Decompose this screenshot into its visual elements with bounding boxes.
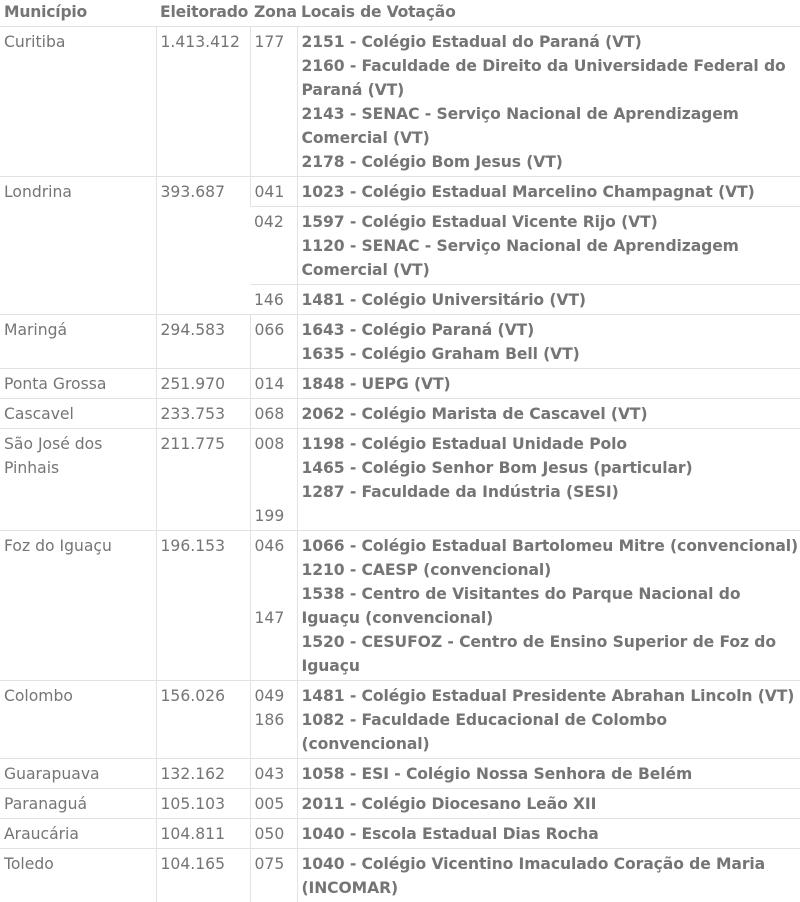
local-votacao: 2151 - Colégio Estadual do Paraná (VT) [302,30,800,54]
zona-value: 066 [255,318,297,342]
local-votacao: 1520 - CESUFOZ - Centro de Ensino Superior de Foz do Iguaçu [302,630,800,678]
local-votacao: 2160 - Faculdade de Direito da Universidade Federal do Paraná (VT) [302,54,800,102]
cell-eleitorado: 233.753 [156,399,250,429]
cell-municipio: São José dos Pinhais [0,429,156,531]
cell-eleitorado: 132.162 [156,759,250,789]
table-body [0,27,800,902]
cell-zona [250,819,297,849]
table-row [0,789,800,819]
cell-eleitorado: 251.970 [156,369,250,399]
cell-municipio: Maringá [0,315,156,369]
zona-value: 050 [255,822,297,846]
cell-municipio: Londrina [0,177,156,315]
cell-zona [250,789,297,819]
local-votacao: 2011 - Colégio Diocesano Leão XII [302,792,800,816]
cell-zona [250,207,297,285]
table-row [0,849,800,902]
table-row [0,429,800,531]
header-zona: Zona [250,0,297,27]
cell-zona [250,177,297,207]
zona-value [255,582,297,606]
zona-value: 147 [255,606,297,630]
cell-eleitorado: 104.811 [156,819,250,849]
local-votacao: 1210 - CAESP (convencional) [302,558,800,582]
cell-zona [250,315,297,369]
local-votacao: 1066 - Colégio Estadual Bartolomeu Mitre (convencional) [302,534,800,558]
zona-value: 049 [255,684,297,708]
cell-locais [297,429,800,531]
cell-zona [250,369,297,399]
cell-municipio: Toledo [0,849,156,902]
local-votacao: 2062 - Colégio Marista de Cascavel (VT) [302,402,800,426]
cell-zona [250,759,297,789]
local-votacao: 1287 - Faculdade da Indústria (SESI) [302,480,800,504]
local-votacao: 1082 - Faculdade Educacional de Colombo (convencional) [302,708,800,756]
local-votacao: 1198 - Colégio Estadual Unidade Polo [302,432,800,456]
local-votacao: 1481 - Colégio Estadual Presidente Abrahan Lincoln (VT) [302,684,800,708]
zona-value [255,456,297,480]
cell-eleitorado: 294.583 [156,315,250,369]
header-eleitorado: Eleitorado [156,0,250,27]
local-votacao: 1538 - Centro de Visitantes do Parque Nacional do Iguaçu (convencional) [302,582,800,630]
cell-locais [297,759,800,789]
zona-value: 046 [255,534,297,558]
zona-value: 075 [255,852,297,876]
table-row [0,531,800,681]
local-votacao: 1848 - UEPG (VT) [302,372,800,396]
local-votacao: 1481 - Colégio Universitário (VT) [302,288,800,312]
table-row [0,819,800,849]
cell-eleitorado: 393.687 [156,177,250,315]
local-votacao: 1635 - Colégio Graham Bell (VT) [302,342,800,366]
table-row [0,177,800,207]
local-votacao: 1120 - SENAC - Serviço Nacional de Aprendizagem Comercial (VT) [302,234,800,282]
local-votacao: 1643 - Colégio Paraná (VT) [302,318,800,342]
cell-eleitorado: 196.153 [156,531,250,681]
zona-value: 146 [254,288,297,312]
cell-locais [297,531,800,681]
cell-zona [250,681,297,759]
cell-zona [250,531,297,681]
cell-locais [297,849,800,902]
header-municipio: Município [0,0,156,27]
cell-zona [250,285,297,315]
cell-locais [297,369,800,399]
zona-value: 042 [254,210,297,234]
zona-value: 177 [255,30,297,54]
cell-locais [297,27,800,177]
cell-municipio: Foz do Iguaçu [0,531,156,681]
cell-zona [250,27,297,177]
cell-municipio: Paranaguá [0,789,156,819]
cell-zona [250,849,297,902]
table-row [0,369,800,399]
table-header-row [0,0,800,27]
cell-municipio: Guarapuava [0,759,156,789]
local-votacao: 2178 - Colégio Bom Jesus (VT) [302,150,800,174]
zona-value: 014 [255,372,297,396]
zona-value: 008 [255,432,297,456]
cell-municipio: Cascavel [0,399,156,429]
local-votacao: 1040 - Escola Estadual Dias Rocha [302,822,800,846]
local-votacao: 1465 - Colégio Senhor Bom Jesus (particular) [302,456,800,480]
zona-value: 186 [255,708,297,732]
cell-municipio: Ponta Grossa [0,369,156,399]
cell-locais [297,399,800,429]
table-row [0,759,800,789]
table-row [0,315,800,369]
cell-locais [297,285,800,315]
table-row [0,399,800,429]
local-votacao: 2143 - SENAC - Serviço Nacional de Aprendizagem Comercial (VT) [302,102,800,150]
zona-value: 005 [255,792,297,816]
cell-eleitorado: 104.165 [156,849,250,902]
zona-value: 068 [255,402,297,426]
table-row [0,681,800,759]
cell-locais [297,819,800,849]
cell-locais [297,207,800,285]
zona-value [255,480,297,504]
cell-eleitorado: 105.103 [156,789,250,819]
local-votacao: 1597 - Colégio Estadual Vicente Rijo (VT) [302,210,800,234]
local-votacao: 1058 - ESI - Colégio Nossa Senhora de Belém [302,762,800,786]
cell-locais [297,681,800,759]
zona-value: 043 [255,762,297,786]
cell-municipio: Colombo [0,681,156,759]
zona-value [255,558,297,582]
cell-municipio: Araucária [0,819,156,849]
cell-eleitorado: 211.775 [156,429,250,531]
local-votacao: 1023 - Colégio Estadual Marcelino Champagnat (VT) [302,180,800,204]
cell-locais [297,177,800,207]
table-row [0,27,800,177]
cell-zona [250,429,297,531]
zona-value: 199 [255,504,297,528]
cell-locais [297,789,800,819]
header-locais: Locais de Votação [297,0,800,27]
cell-zona [250,399,297,429]
cell-municipio: Curitiba [0,27,156,177]
cell-eleitorado: 1.413.412 [156,27,250,177]
zona-value: 041 [255,180,297,204]
local-votacao: 1040 - Colégio Vicentino Imaculado Coração de Maria (INCOMAR) [302,852,800,900]
cell-locais [297,315,800,369]
cell-eleitorado: 156.026 [156,681,250,759]
